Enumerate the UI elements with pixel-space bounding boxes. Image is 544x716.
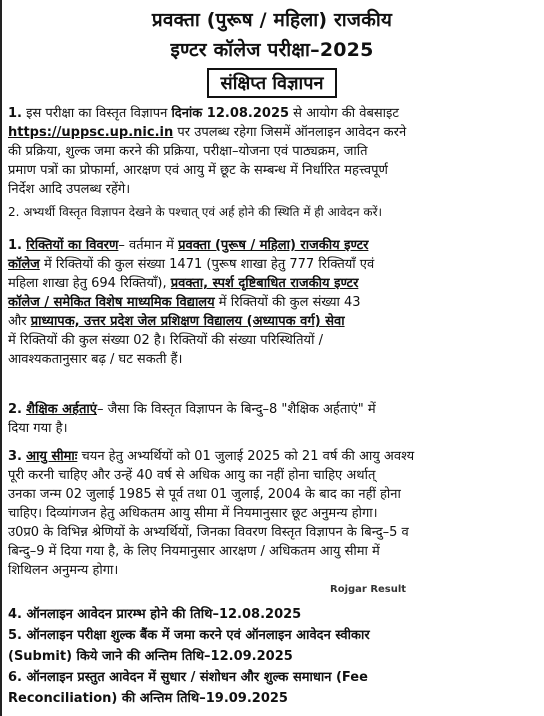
intro-paragraph (8, 104, 538, 199)
text-span: में रिक्तियों की कुल संख्या 43 (214, 295, 361, 310)
qualification-heading: शैक्षिक अर्हताएं (26, 402, 97, 417)
age-line-5: उ0प्र0 के विभिन्न श्रेणियों के अभ्यर्थियों, जिनका विवरण विस्तृत विज्ञापन के बिन्दु–5 व (8, 525, 409, 540)
date-item-6-line-1: 6. ऑनलाइन प्रस्तुत आवेदन में सुधार / संशोधन और शुल्क समाधान (Fee (8, 670, 368, 685)
vacancy-section (8, 236, 538, 369)
text-span: और (8, 314, 31, 329)
qualification-line-1 (8, 400, 538, 419)
text-span: में रिक्तियों की कुल संख्या 1471 (पुरूष शाखा हेतु 777 रिक्तियाँ एवं (39, 257, 375, 272)
date-item-5-line-1: 5. ऑनलाइन परीक्षा शुल्क बैंक में जमा करने एवं ऑनलाइन आवेदन स्वीकार (8, 628, 370, 643)
post-name: प्राध्यापक, उत्तर प्रदेश जेल प्रशिक्षण विद्यालय (अध्यापक वर्ग) सेवा (30, 314, 345, 329)
vacancy-line-4 (8, 293, 538, 312)
advert-date: दिनांक 12.08.2025 (171, 106, 290, 121)
date-item-5-line-2: (Submit) किये जाने की अन्तिम तिथि–12.09.2025 (8, 649, 293, 664)
vacancy-line-3 (8, 274, 538, 293)
vacancy-heading: रिक्तियों का विवरण (26, 238, 119, 253)
post-name: कॉलेज / समेकित विशेष माध्यमिक विद्यालय (8, 295, 215, 310)
intro-line-5: निर्देश आदि उपलब्ध रहेंगे। (8, 182, 131, 197)
qualification-section (8, 400, 538, 438)
text-span: इस परीक्षा का विस्तृत विज्ञापन (26, 106, 172, 121)
text-span: – वर्तमान में (118, 238, 179, 253)
vacancy-line-7: आवश्यकतानुसार बढ़ / घट सकती हैं। (8, 352, 183, 367)
post-name: कॉलेज (8, 257, 40, 272)
date-item-4: 4. ऑनलाइन आवेदन प्रारम्भ होने की तिथि–12.08.2025 (8, 607, 302, 622)
post-name: प्रवक्ता (पुरूष / महिला) राजकीय इण्टर (178, 238, 369, 253)
intro-line-1 (8, 104, 538, 123)
age-line-1 (8, 447, 538, 466)
vacancy-line-1 (8, 236, 538, 255)
age-line-6: बिन्दु–9 में दिया गया है, के लिए नियमानुसार आरक्षण / अधिकतम आयु सीमा में (8, 544, 380, 559)
item-number: 1. (8, 238, 22, 253)
date-item-6-line-2: Reconciliation) की अन्तिम तिथि–19.09.2025 (8, 691, 288, 706)
dates-section (8, 604, 538, 709)
age-line-2: पूरी करनी चाहिए और उन्हें 40 वर्ष से अधिक आयु का नहीं होना चाहिए अर्थात् (8, 468, 376, 483)
text-span: चयन हेतु अभ्यर्थियों को 01 जुलाई 2025 को 21 वर्ष की आयु अवश्य (77, 449, 415, 464)
intro-line-3: की प्रक्रिया, शुल्क जमा करने की प्रक्रिया, परीक्षा–योजना एवं पाठ्यक्रम, जाति (8, 144, 368, 159)
age-line-3: उनका जन्म 02 जुलाई 1985 से पूर्व तथा 01 जुलाई, 2004 के बाद का नहीं होना (8, 487, 401, 502)
page-title-line1: प्रवक्ता (पुरूष / महिला) राजकीय (151, 9, 393, 31)
vacancy-line-2 (8, 255, 538, 274)
post-name: प्रवक्ता, स्पर्श दृष्टिबाधित राजकीय इण्टर (170, 276, 359, 291)
note-2 (8, 203, 538, 222)
intro-line-2 (8, 123, 538, 142)
item-number: 2. (8, 402, 22, 417)
qualification-line-2: दिया गया है। (8, 421, 68, 436)
page-title-line2: इण्टर कॉलेज परीक्षा–2025 (170, 39, 374, 61)
text-span: से आयोग की वेबसाइट (289, 106, 399, 121)
intro-line-4: प्रमाण पत्रों का प्रोफार्मा, आरक्षण एवं आयु में छूट के सम्बन्ध में निर्धारित महत्त्वपूर्ण (8, 163, 388, 178)
item-number: 1. (8, 106, 22, 121)
text-span: पर उपलब्ध रहेगा जिसमें ऑनलाइन आवेदन करने (173, 125, 407, 140)
subtitle-wrap (0, 68, 544, 98)
age-line-7: शिथिलन अनुमन्य होगा। (8, 563, 119, 578)
watermark-text: Rojgar Result (330, 584, 407, 595)
text-span: महिला शाखा हेतु 694 रिक्तियाँ), (8, 276, 171, 291)
left-border-line (0, 0, 2, 716)
subtitle-box: संक्षिप्त विज्ञापन (207, 68, 338, 98)
note-2-text: 2. अभ्यर्थी विस्तृत विज्ञापन देखने के पश्चात् एवं अर्ह होने की स्थिति में ही आवेदन करें। (8, 205, 383, 219)
age-heading: आयु सीमाः (26, 449, 78, 464)
vacancy-line-5 (8, 312, 538, 331)
item-number: 3. (8, 449, 22, 464)
age-line-4: चाहिए। दिव्यांगजन हेतु अधिकतम आयु सीमा में नियमानुसार छूट अनुमन्य होगा। (8, 506, 378, 521)
website-link[interactable]: https://uppsc.up.nic.in (8, 125, 174, 140)
vacancy-line-6: में रिक्तियों की कुल संख्या 02 है। रिक्तियों की संख्या परिस्थितियों / (8, 333, 323, 348)
age-section (8, 447, 538, 580)
text-span: – जैसा कि विस्तृत विज्ञापन के बिन्दु–8 "शैक्षिक अर्हताएं" में (96, 402, 376, 417)
